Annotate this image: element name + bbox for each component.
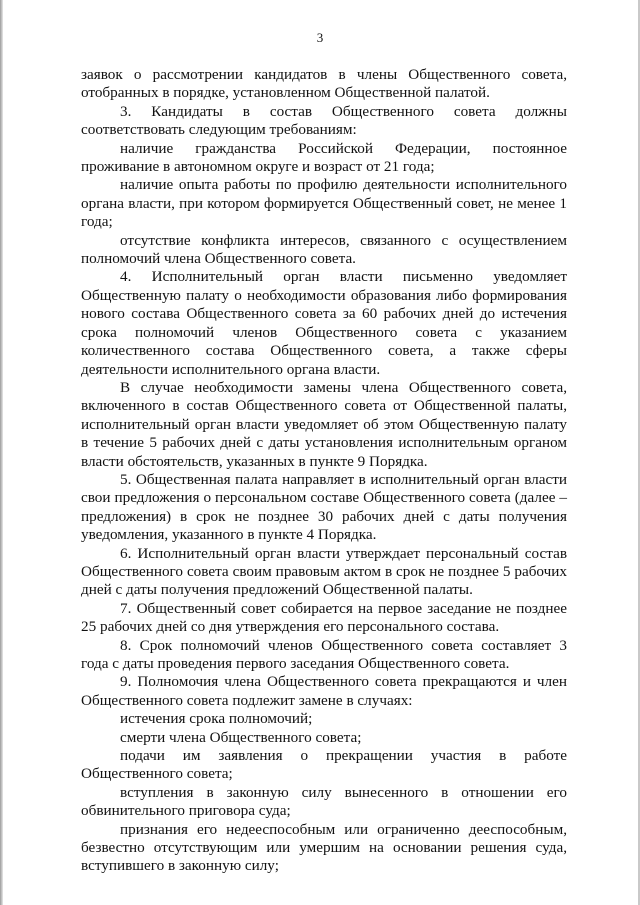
paragraph-continuation: заявок о рассмотрении кандидатов в члены Общественного совета, отобранных в порядке, установленном Общественной палатой.: [81, 66, 567, 102]
requirement-citizenship: наличие гражданства Российской Федерации, постоянное проживание в автономном округе и возраст от 21 года;: [81, 139, 567, 176]
case-resignation: подачи им заявления о прекращении участия в работе Общественного совета;: [81, 747, 567, 783]
paragraph-item-9: 9. Полномочия члена Общественного совета прекращаются и член Общественного совета подлежит замене в случаях:: [81, 673, 567, 709]
requirement-experience: наличие опыта работы по профилю деятельности исполнительного органа власти, при котором формируется Общественный совет, не менее 1 года;: [81, 176, 567, 231]
paragraph-item-5: 5. Общественная палата направляет в исполнительный орган власти свои предложения о персональном составе Общественного совета (далее – предложения) в срок не позднее 30 рабочих дней с даты получения уведомления, указанного в пункте 4 Порядка.: [81, 470, 567, 544]
case-incapacity: признания его недееспособным или ограниченно дееспособным, безвестно отсутствующим или умершим на основании решения суда, вступившего в законную силу;: [81, 820, 567, 875]
paragraph-item-6: 6. Исполнительный орган власти утверждает персональный состав Общественного совета своим правовым актом в срок не позднее 5 рабочих дней с даты получения предложений Общественной палаты.: [81, 544, 567, 599]
paragraph-item-8: 8. Срок полномочий членов Общественного совета составляет 3 года с даты проведения первого заседания Общественного совета.: [81, 636, 567, 672]
case-death: смерти члена Общественного совета;: [120, 728, 362, 746]
document-body: [81, 66, 567, 876]
paragraph-replacement: В случае необходимости замены члена Общественного совета, включенного в состав Общественного совета от Общественной палаты, исполнительный орган власти уведомляет об этом Общественную палату в течение 5 рабочих дней с даты установления исполнительным органом власти обстоятельств, указанных в пункте 9 Порядка.: [81, 378, 567, 470]
paragraph-item-7: 7. Общественный совет собирается на первое заседание не позднее 25 рабочих дней со дня утверждения его персонального состава.: [81, 599, 567, 636]
page-edge-shadow: [0, 0, 3, 905]
case-term-expiry: истечения срока полномочий;: [120, 710, 313, 728]
page-number: 3: [316, 30, 324, 45]
paragraph-item-4: 4. Исполнительный орган власти письменно уведомляет Общественную палату о необходимости образования либо формирования нового состава Общественного совета за 60 рабочих дней до истечения срока полномочий членов Общественного совета с указанием количественного состава Общественного совета, а также сферы деятельности исполнительного органа власти.: [81, 268, 567, 378]
requirement-no-conflict: отсутствие конфликта интересов, связанного с осуществлением полномочий члена Общественного совета.: [81, 231, 567, 268]
case-conviction: вступления в законную силу вынесенного в отношении его обвинительного приговора суда;: [81, 783, 567, 820]
paragraph-item-3: 3. Кандидаты в состав Общественного совета должны соответствовать следующим требованиям:: [81, 102, 567, 139]
